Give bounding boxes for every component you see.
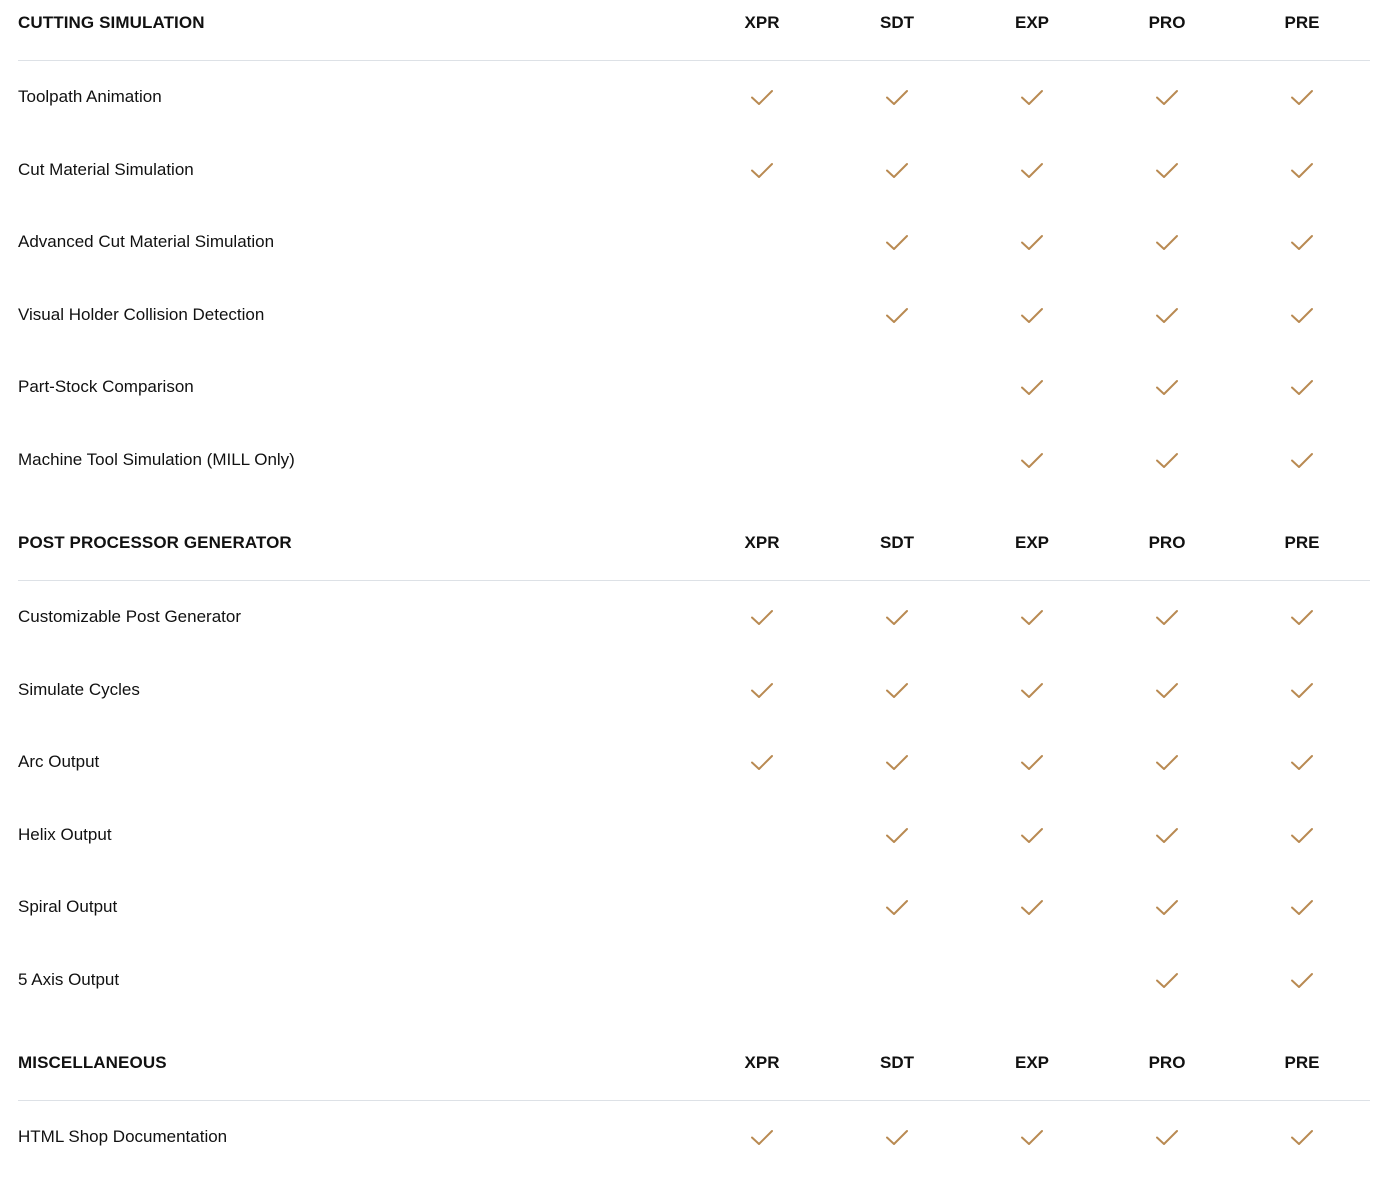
checkmark-icon [750, 162, 774, 180]
check-cell-sdt [857, 824, 937, 848]
check-cell-exp [992, 751, 1072, 775]
checkmark-icon [1020, 379, 1044, 397]
checkmark-icon [1290, 162, 1314, 180]
check-cell-exp [992, 1126, 1072, 1150]
checkmark-icon [1020, 452, 1044, 470]
tier-header-xpr: XPR [744, 1053, 780, 1072]
checkmark-icon [1155, 379, 1179, 397]
checkmark-icon [750, 754, 774, 772]
check-cell-pre [1262, 449, 1342, 473]
checkmark-icon [750, 89, 774, 107]
tier-header-pro: PRO [1148, 13, 1186, 32]
check-cell-sdt [857, 86, 937, 110]
check-cell-xpr [722, 304, 802, 328]
checkmark-icon [1290, 609, 1314, 627]
checkmark-icon [1290, 307, 1314, 325]
section-header [18, 1040, 1370, 1101]
check-cell-exp [992, 231, 1072, 255]
checkmark-icon [750, 1129, 774, 1147]
check-cell-sdt [857, 969, 937, 993]
check-cell-exp [992, 824, 1072, 848]
check-cell-sdt [857, 606, 937, 630]
feature-row [0, 1101, 1376, 1174]
feature-label: Machine Tool Simulation (MILL Only) [18, 449, 295, 469]
tier-header-exp: EXP [1014, 1053, 1050, 1072]
section-post-processor-generator [0, 520, 1376, 1016]
check-cell-pre [1262, 606, 1342, 630]
tier-header-pro: PRO [1148, 1053, 1186, 1072]
check-cell-pre [1262, 376, 1342, 400]
check-cell-pro [1127, 376, 1207, 400]
feature-label: Part-Stock Comparison [18, 377, 194, 396]
checkmark-icon [1290, 234, 1314, 252]
checkmark-icon [1290, 972, 1314, 990]
tier-header-exp: EXP [1014, 533, 1050, 552]
check-cell-xpr [722, 606, 802, 630]
check-cell-pro [1127, 304, 1207, 328]
feature-row [0, 206, 1376, 279]
check-cell-xpr [722, 449, 802, 473]
checkmark-icon [1290, 89, 1314, 107]
check-cell-sdt [857, 449, 937, 473]
check-cell-pre [1262, 86, 1342, 110]
check-cell-exp [992, 376, 1072, 400]
check-cell-sdt [857, 376, 937, 400]
tier-header-pre: PRE [1284, 533, 1320, 552]
section-title: MISCELLANEOUS [18, 1053, 167, 1072]
check-cell-xpr [722, 751, 802, 775]
feature-label: Cut Material Simulation [18, 159, 194, 179]
check-cell-sdt [857, 304, 937, 328]
check-cell-pro [1127, 449, 1207, 473]
tier-header-xpr: XPR [744, 533, 780, 552]
feature-row [0, 581, 1376, 654]
tier-header-exp: EXP [1014, 13, 1050, 32]
section-spacer [0, 1016, 1376, 1040]
check-cell-exp [992, 304, 1072, 328]
tier-header-sdt: SDT [880, 13, 914, 32]
checkmark-icon [1290, 379, 1314, 397]
check-cell-pre [1262, 304, 1342, 328]
checkmark-icon [1020, 307, 1044, 325]
check-cell-xpr [722, 86, 802, 110]
checkmark-icon [1155, 899, 1179, 917]
check-cell-pro [1127, 606, 1207, 630]
checkmark-icon [1020, 827, 1044, 845]
checkmark-icon [885, 162, 909, 180]
checkmark-icon [1020, 89, 1044, 107]
check-cell-xpr [722, 376, 802, 400]
feature-label: HTML Shop Documentation [18, 1127, 228, 1146]
checkmark-icon [885, 899, 909, 917]
check-cell-xpr [722, 896, 802, 920]
section-miscellaneous [0, 1040, 1376, 1174]
tier-header-pre: PRE [1284, 13, 1320, 32]
section-header [18, 520, 1370, 581]
checkmark-icon [885, 307, 909, 325]
check-cell-pre [1262, 969, 1342, 993]
check-cell-exp [992, 159, 1072, 183]
section-title: POST PROCESSOR GENERATOR [18, 533, 292, 552]
check-cell-exp [992, 679, 1072, 703]
checkmark-icon [885, 754, 909, 772]
feature-label: Helix Output [18, 824, 112, 844]
feature-row [0, 799, 1376, 872]
check-cell-exp [992, 606, 1072, 630]
tier-header-pre: PRE [1284, 1053, 1320, 1072]
feature-label: Arc Output [18, 752, 100, 771]
checkmark-icon [1155, 452, 1179, 470]
check-cell-exp [992, 449, 1072, 473]
checkmark-icon [750, 682, 774, 700]
check-cell-xpr [722, 1126, 802, 1150]
check-cell-sdt [857, 679, 937, 703]
checkmark-icon [1155, 682, 1179, 700]
checkmark-icon [1155, 89, 1179, 107]
checkmark-icon [1155, 754, 1179, 772]
tier-header-sdt: SDT [880, 533, 914, 552]
feature-label: Toolpath Animation [18, 87, 162, 106]
checkmark-icon [1155, 1129, 1179, 1147]
checkmark-icon [885, 234, 909, 252]
tier-header-xpr: XPR [744, 13, 780, 32]
check-cell-pre [1262, 896, 1342, 920]
check-cell-pre [1262, 159, 1342, 183]
feature-label: Customizable Post Generator [18, 607, 241, 626]
feature-row [0, 134, 1376, 207]
checkmark-icon [1290, 1129, 1314, 1147]
checkmark-icon [1290, 452, 1314, 470]
feature-label: Visual Holder Collision Detection [18, 304, 265, 324]
checkmark-icon [1155, 609, 1179, 627]
feature-label: 5 Axis Output [18, 969, 120, 989]
check-cell-sdt [857, 159, 937, 183]
check-cell-pro [1127, 159, 1207, 183]
check-cell-pro [1127, 679, 1207, 703]
check-cell-pro [1127, 86, 1207, 110]
checkmark-icon [1155, 162, 1179, 180]
checkmark-icon [1020, 162, 1044, 180]
checkmark-icon [750, 609, 774, 627]
check-cell-sdt [857, 1126, 937, 1150]
checkmark-icon [1020, 682, 1044, 700]
check-cell-sdt [857, 896, 937, 920]
feature-row [0, 279, 1376, 352]
checkmark-icon [1020, 1129, 1044, 1147]
check-cell-pro [1127, 1126, 1207, 1150]
feature-row [0, 654, 1376, 727]
check-cell-xpr [722, 231, 802, 255]
checkmark-icon [885, 827, 909, 845]
check-cell-pre [1262, 751, 1342, 775]
feature-row [0, 424, 1376, 497]
checkmark-icon [1290, 899, 1314, 917]
check-cell-xpr [722, 969, 802, 993]
check-cell-xpr [722, 679, 802, 703]
feature-row [0, 871, 1376, 944]
feature-row [0, 944, 1376, 1017]
checkmark-icon [1155, 827, 1179, 845]
checkmark-icon [1020, 899, 1044, 917]
feature-row [0, 61, 1376, 134]
check-cell-pro [1127, 896, 1207, 920]
checkmark-icon [1020, 609, 1044, 627]
check-cell-pro [1127, 751, 1207, 775]
checkmark-icon [885, 682, 909, 700]
check-cell-sdt [857, 751, 937, 775]
check-cell-pre [1262, 1126, 1342, 1150]
check-cell-exp [992, 86, 1072, 110]
checkmark-icon [885, 1129, 909, 1147]
check-cell-pro [1127, 231, 1207, 255]
check-cell-xpr [722, 159, 802, 183]
checkmark-icon [1020, 754, 1044, 772]
check-cell-sdt [857, 231, 937, 255]
tier-header-sdt: SDT [880, 1053, 914, 1072]
feature-row [0, 351, 1376, 424]
checkmark-icon [1290, 754, 1314, 772]
check-cell-exp [992, 896, 1072, 920]
check-cell-pro [1127, 824, 1207, 848]
check-cell-pre [1262, 824, 1342, 848]
section-cutting-simulation [0, 0, 1376, 496]
check-cell-pro [1127, 969, 1207, 993]
checkmark-icon [1290, 682, 1314, 700]
checkmark-icon [1020, 234, 1044, 252]
feature-label: Advanced Cut Material Simulation [18, 232, 275, 251]
checkmark-icon [1155, 234, 1179, 252]
check-cell-exp [992, 969, 1072, 993]
checkmark-icon [885, 609, 909, 627]
section-header [18, 0, 1370, 61]
section-title: CUTTING SIMULATION [18, 13, 205, 32]
checkmark-icon [1155, 307, 1179, 325]
check-cell-pre [1262, 679, 1342, 703]
feature-label: Spiral Output [18, 897, 118, 916]
section-spacer [0, 496, 1376, 520]
feature-row [0, 726, 1376, 799]
checkmark-icon [1290, 827, 1314, 845]
checkmark-icon [885, 89, 909, 107]
check-cell-pre [1262, 231, 1342, 255]
tier-header-pro: PRO [1148, 533, 1186, 552]
checkmark-icon [1155, 972, 1179, 990]
feature-label: Simulate Cycles [18, 679, 140, 699]
check-cell-xpr [722, 824, 802, 848]
